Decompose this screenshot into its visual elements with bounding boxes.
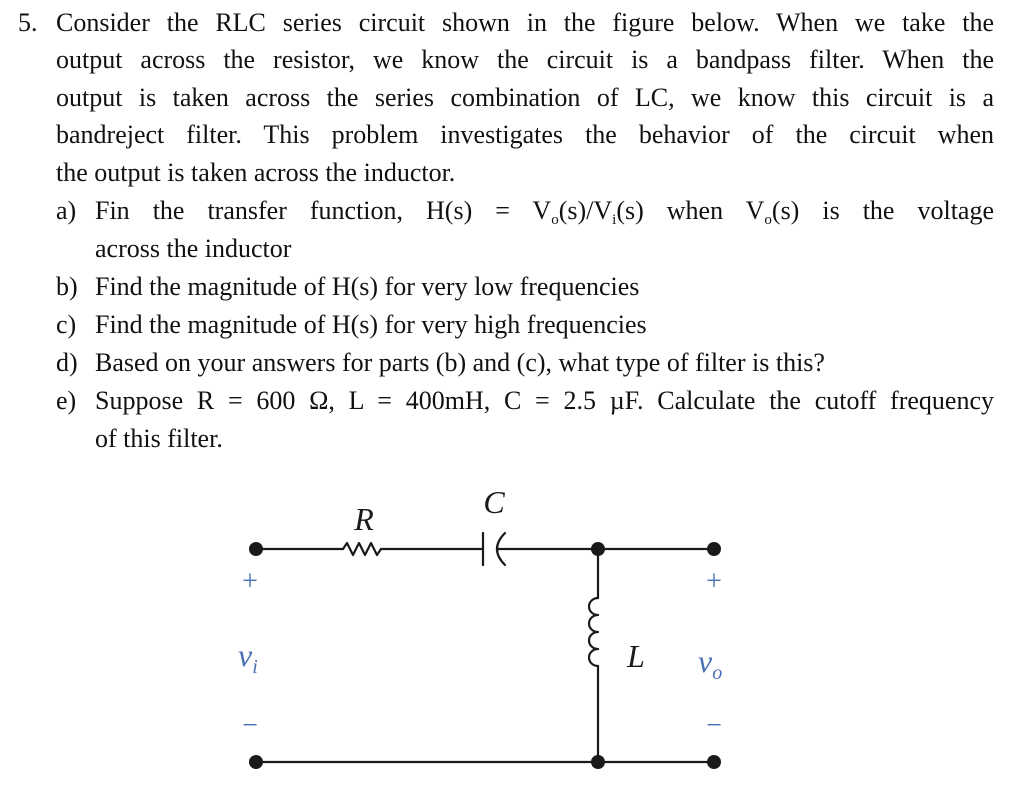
intro-line-4: bandreject filter. This problem investigates the behavior of the circuit when	[56, 120, 994, 149]
intro-line-3: output is taken across the series combination of LC, we know this circuit is a	[56, 83, 994, 112]
intro-line-5: the output is taken across the inductor.	[56, 158, 456, 187]
output-plus-sign: +	[706, 566, 722, 597]
intro-line-2: output across the resistor, we know the circuit is a bandpass filter. When the	[56, 45, 994, 74]
rlc-circuit-diagram	[0, 470, 1024, 800]
output-terminal-top	[707, 542, 721, 556]
part-b-text: Find the magnitude of H(s) for very low frequencies	[95, 272, 640, 301]
output-minus-sign: −	[706, 710, 722, 741]
input-terminal-bottom	[249, 755, 263, 769]
input-minus-sign: −	[242, 710, 258, 741]
part-e-line-1: Suppose R = 600 Ω, L = 400mH, C = 2.5 µF. Calculate the cutoff frequency	[95, 386, 994, 415]
part-a-line-2: across the inductor	[95, 234, 292, 263]
part-a-line-1: Fin the transfer function, $H(s) = V_o(s)/V_i(s)$ when $V_o(s)$ is the voltage	[95, 196, 994, 228]
part-d-label: d)	[56, 348, 78, 377]
intro-line-1: Consider the RLC series circuit shown in the figure below. When we take the	[56, 8, 994, 37]
part-b-label: b)	[56, 272, 78, 301]
output-voltage-label: $v_o$	[698, 643, 723, 684]
inductor-label: L	[627, 638, 645, 674]
node-top-junction	[591, 542, 605, 556]
part-c-label: c)	[56, 310, 77, 339]
part-d-text: Based on your answers for parts (b) and (c), what type of filter is this?	[95, 348, 825, 377]
part-e-label: e)	[56, 386, 77, 415]
input-voltage-label: $v_i$	[238, 637, 258, 678]
input-terminal-top	[249, 542, 263, 556]
part-c-text: Find the magnitude of H(s) for very high frequencies	[95, 310, 647, 339]
part-e-line-2: of this filter.	[95, 424, 223, 453]
output-terminal-bottom	[707, 755, 721, 769]
problem-number: 5.	[18, 8, 38, 37]
input-plus-sign: +	[242, 566, 258, 597]
part-a-label: a)	[56, 196, 77, 225]
resistor-symbol	[343, 543, 381, 555]
capacitor-label: C	[483, 484, 505, 520]
inductor-symbol	[589, 598, 598, 666]
node-bottom-junction	[591, 755, 605, 769]
resistor-label: R	[354, 501, 374, 537]
